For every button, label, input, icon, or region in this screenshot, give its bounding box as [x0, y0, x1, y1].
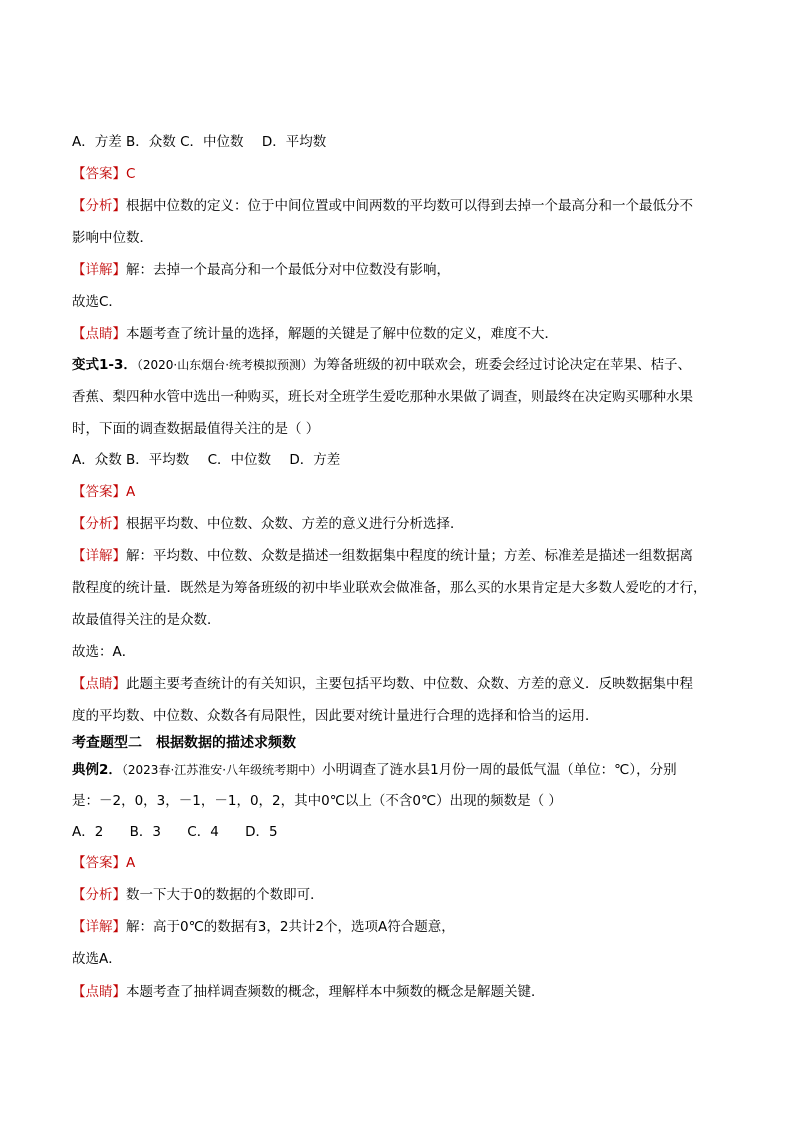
q2-option-a: A．众数 [72, 452, 122, 468]
q2-answer [72, 483, 732, 501]
q2-option-b: B．平均数 [126, 452, 190, 468]
q1-analysis-cont: 影响中位数． [72, 230, 153, 246]
answer-value: A [126, 855, 136, 871]
comment-text: 此题主要考查统计的有关知识，主要包括平均数、中位数、众数、方差的意义．反映数据集中程 [126, 676, 693, 692]
q2-detail-cont: 散程度的统计量．既然是为筹备班级的初中毕业联欢会做准备，那么买的水果肯定是大多数人爱吃的才行， [72, 580, 707, 596]
detail-tag: 【详解】 [72, 919, 126, 935]
detail-text: 解：去掉一个最高分和一个最低分对中位数没有影响， [126, 262, 450, 278]
q3-analysis [72, 886, 732, 904]
q3-options [72, 823, 732, 841]
analysis-tag: 【分析】 [72, 516, 126, 532]
q2-option-d: D．方差 [289, 452, 341, 468]
answer-tag: 【答案】 [72, 484, 126, 500]
q1-option-a: A．方差 [72, 134, 122, 150]
analysis-tag: 【分析】 [72, 198, 126, 214]
q2-detail-conclusion: 故选：A． [72, 644, 136, 660]
q1-comment [72, 325, 732, 343]
q3-detail-cont: 故选A． [72, 951, 122, 967]
q3-label: 典例2． [72, 762, 122, 778]
q2-analysis [72, 515, 732, 533]
q2-stem [72, 356, 732, 374]
comment-tag: 【点睛】 [72, 676, 126, 692]
comment-tag: 【点睛】 [72, 984, 126, 1000]
q2-stem-cont: 香蕉、梨四种水管中选出一种购买，班长对全班学生爱吃那种水果做了调查，则最终在决定购买哪种水果 [72, 389, 693, 405]
q2-label: 变式1-3． [72, 357, 137, 373]
q1-detail-cont: 故选C． [72, 294, 122, 310]
comment-tag: 【点睛】 [72, 326, 126, 342]
q3-stem-text: 小明调查了涟水县1月份一周的最低气温（单位：℃），分别 [322, 762, 677, 778]
q1-option-b: B．众数 [126, 134, 176, 150]
analysis-tag: 【分析】 [72, 887, 126, 903]
q1-option-d: D．平均数 [261, 134, 327, 150]
section-title: 考查题型二 根据数据的描述求频数 [72, 735, 296, 751]
answer-value: C [126, 166, 136, 182]
q3-option-a: A．2 [72, 824, 104, 840]
comment-text: 本题考查了抽样调查频数的概念，理解样本中频数的概念是解题关键． [126, 984, 545, 1000]
q3-option-d: D．5 [245, 824, 278, 840]
q2-detail-cont-2: 故最值得关注的是众数． [72, 612, 221, 628]
comment-text: 本题考查了统计量的选择，解题的关键是了解中位数的定义，难度不大． [126, 326, 558, 342]
q1-options [72, 133, 732, 151]
q3-option-c: C．4 [187, 824, 219, 840]
q1-analysis [72, 197, 732, 215]
q2-option-c: C．中位数 [207, 452, 272, 468]
q3-detail [72, 918, 732, 936]
q3-stem-cont: 是：－2，0，3，－1，－1，0，2，其中0℃以上（不含0℃）出现的频数是（ ） [72, 793, 562, 809]
q2-comment-cont: 度的平均数、中位数、众数各有局限性，因此要对统计量进行合理的选择和恰当的运用． [72, 708, 599, 724]
detail-tag: 【详解】 [72, 548, 126, 564]
q1-detail [72, 261, 732, 279]
detail-text: 解：高于0℃的数据有3，2共计2个，选项A符合题意， [126, 919, 455, 935]
q2-comment [72, 675, 732, 693]
q3-option-b: B．3 [129, 824, 161, 840]
detail-text: 解：平均数、中位数、众数是描述一组数据集中程度的统计量；方差、标准差是描述一组数据离 [126, 548, 693, 564]
q2-options [72, 451, 732, 469]
q1-answer [72, 165, 732, 183]
analysis-text: 数一下大于0的数据的个数即可． [126, 887, 324, 903]
answer-tag: 【答案】 [72, 855, 126, 871]
answer-tag: 【答案】 [72, 166, 126, 182]
q2-detail [72, 547, 732, 565]
q3-answer [72, 854, 732, 872]
analysis-text: 根据平均数、中位数、众数、方差的意义进行分析选择． [126, 516, 464, 532]
q2-stem-text: 为筹备班级的初中联欢会，班委会经过讨论决定在苹果、桔子、 [313, 357, 692, 373]
q2-source: （2020·山东烟台·统考模拟预测） [136, 358, 314, 372]
detail-tag: 【详解】 [72, 262, 126, 278]
q3-comment [72, 983, 732, 1001]
q3-stem [72, 761, 732, 779]
analysis-text: 根据中位数的定义：位于中间位置或中间两数的平均数可以得到去掉一个最高分和一个最低分不 [126, 198, 693, 214]
q2-stem-cont-2: 时，下面的调查数据最值得关注的是（ ） [72, 421, 320, 437]
q1-option-c: C．中位数 [180, 134, 244, 150]
answer-value: A [126, 484, 136, 500]
q3-source: （2023春·江苏淮安·八年级统考期中） [121, 763, 323, 777]
